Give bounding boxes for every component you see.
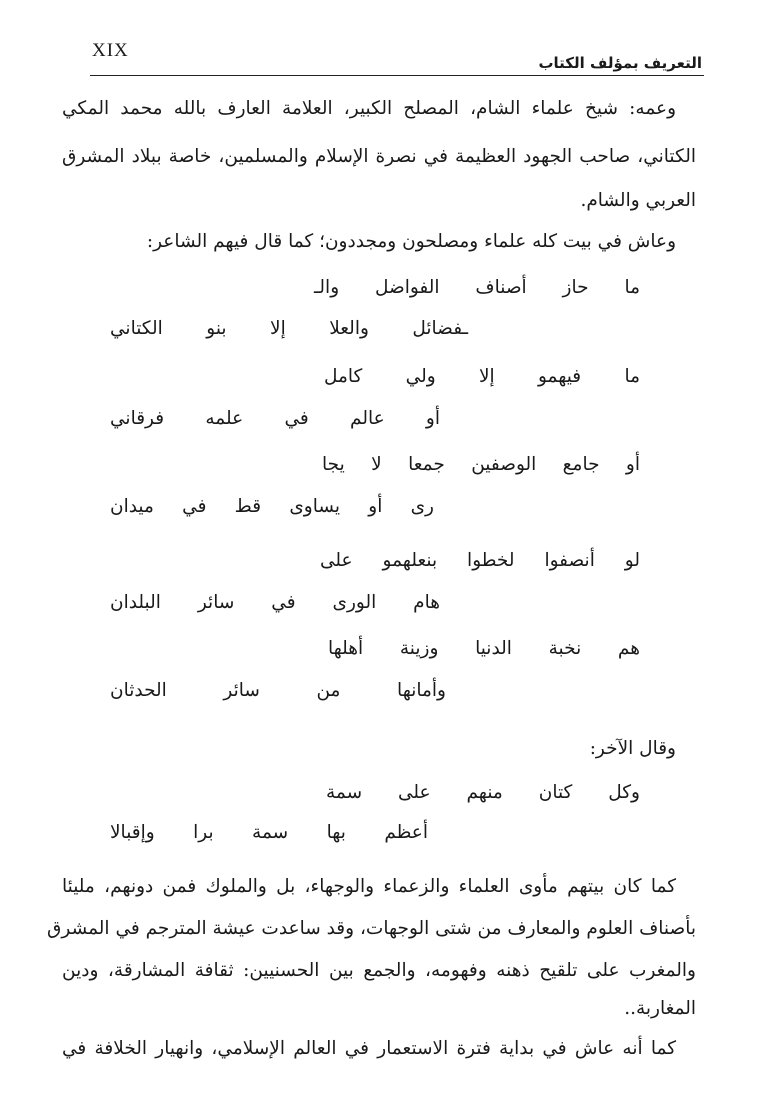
verse-hemistich: رى أو يساوى قط في ميدان <box>110 496 434 517</box>
verse-hemistich: وأمانها من سائر الحدثان <box>110 680 446 701</box>
poem-intro-line: وقال الآخر: <box>589 738 676 759</box>
verse-hemistich: ـفضائل والعلا إلا بنو الكتاني <box>110 318 468 339</box>
verse-hemistich: هام الورى في سائر البلدان <box>110 592 440 613</box>
verse-hemistich: هم نخبة الدنيا وزينة أهلها <box>328 638 640 659</box>
verse-hemistich: وكل كتان منهم على سمة <box>326 782 640 803</box>
running-head: التعريف بمؤلف الكتاب <box>538 54 702 72</box>
verse-hemistich: ما فيهمو إلا ولي كامل <box>324 366 640 387</box>
text-line: كما أنه عاش في بداية فترة الاستعمار في العالم الإسلامي، وانهيار الخلافة في <box>62 1038 676 1059</box>
text-line: الكتاني، صاحب الجهود العظيمة في نصرة الإسلام والمسلمين، خاصة ببلاد المشرق <box>62 146 696 167</box>
text-line: المغاربة.. <box>624 998 696 1019</box>
verse-hemistich: لو أنصفوا لخطوا بنعلهمو على <box>320 550 640 571</box>
text-line: العربي والشام. <box>580 190 696 211</box>
text-line: كما كان بيتهم مأوى العلماء والزعماء والوجهاء، بل والملوك فمن دونهم، مليئا <box>62 876 676 897</box>
page-number: XIX <box>92 40 129 61</box>
text-line: وعمه: شيخ علماء الشام، المصلح الكبير، العلامة العارف بالله محمد المكي <box>62 98 676 119</box>
text-line: بأصناف العلوم والمعارف من شتى الوجهات، وقد ساعدت عيشة المترجم في المشرق <box>47 918 696 939</box>
poem-intro-line: وعاش في بيت كله علماء ومصلحون ومجددون؛ كما قال فيهم الشاعر: <box>146 231 676 252</box>
verse-hemistich: أو جامع الوصفين جمعا لا يجا <box>322 454 640 475</box>
verse-hemistich: أو عالم في علمه فرقاني <box>110 408 440 429</box>
verse-hemistich: ما حاز أصناف الفواضل والـ <box>314 277 640 298</box>
header-rule <box>90 75 704 76</box>
text-line: والمغرب على تلقيح ذهنه وفهومه، والجمع بين الحسنيين: ثقافة المشارقة، ودين <box>62 960 696 981</box>
verse-hemistich: أعظم بها سمة برا وإقبالا <box>110 822 428 843</box>
